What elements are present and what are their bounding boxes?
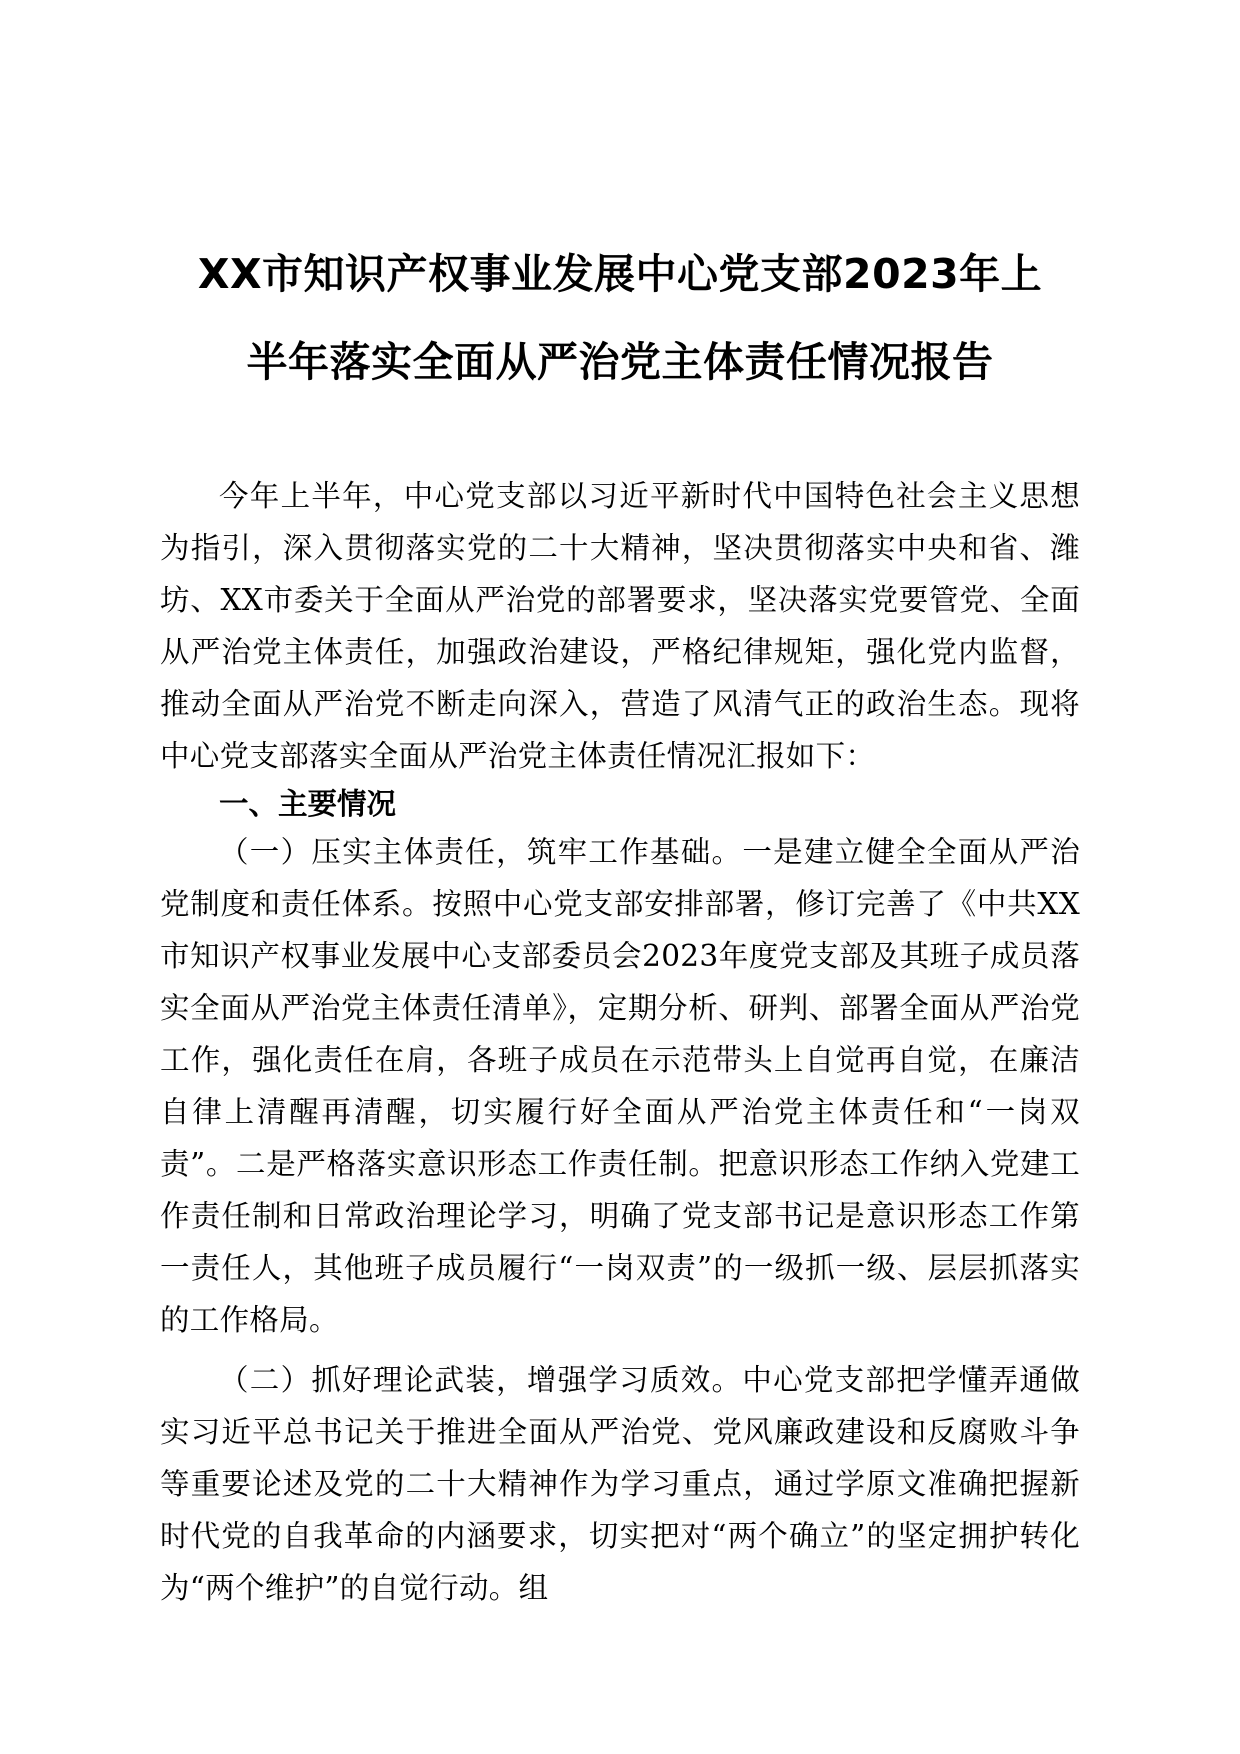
document-title — [150, 230, 1090, 406]
document-body — [160, 470, 1080, 1614]
title-line-2: 半年落实全面从严治党主体责任情况报告 — [246, 338, 994, 386]
section-heading: 一、主要情况 — [219, 787, 397, 821]
paragraph-one: （一）压实主体责任，筑牢工作基础。一是建立健全全面从严治党制度和责任体系。按照中心党支部安排部署，修订完善了《中共XX市知识产权事业发展中心支部委员会2023年度党支部及其班子成员落实全面从严治党主体责任清单》，定期分析、研判、部署全面从严治党工作，强化责任在肩，各班子成员在示范带头上自觉再自觉，在廉洁自律上清醒再清醒，切实履行好全面从严治党主体责任和“一岗双责”。二是严格落实意识形态工作责任制。把意识形态工作纳入党建工作责任制和日常政治理论学习，明确了党支部书记是意识形态工作第一责任人，其他班子成员履行“一岗双责”的一级抓一级、层层抓落实的工作格局。 — [160, 835, 1080, 1337]
title-line-1: XX市知识产权事业发展中心党支部2023年上 — [197, 250, 1043, 298]
intro-paragraph: 今年上半年，中心党支部以习近平新时代中国特色社会主义思想为指引，深入贯彻落实党的二十大精神，坚决贯彻落实中央和省、潍坊、XX市委关于全面从严治党的部署要求，坚决落实党要管党、全面从严治党主体责任，加强政治建设，严格纪律规矩，强化党内监督，推动全面从严治党不断走向深入，营造了风清气正的政治生态。现将中心党支部落实全面从严治党主体责任情况汇报如下： — [160, 479, 1080, 773]
paragraph-two: （二）抓好理论武装，增强学习质效。中心党支部把学懂弄通做实习近平总书记关于推进全面从严治党、党风廉政建设和反腐败斗争等重要论述及党的二十大精神作为学习重点，通过学原文准确把握新时代党的自我革命的内涵要求，切实把对“两个确立”的坚定拥护转化为“两个维护”的自觉行动。组 — [160, 1363, 1080, 1605]
